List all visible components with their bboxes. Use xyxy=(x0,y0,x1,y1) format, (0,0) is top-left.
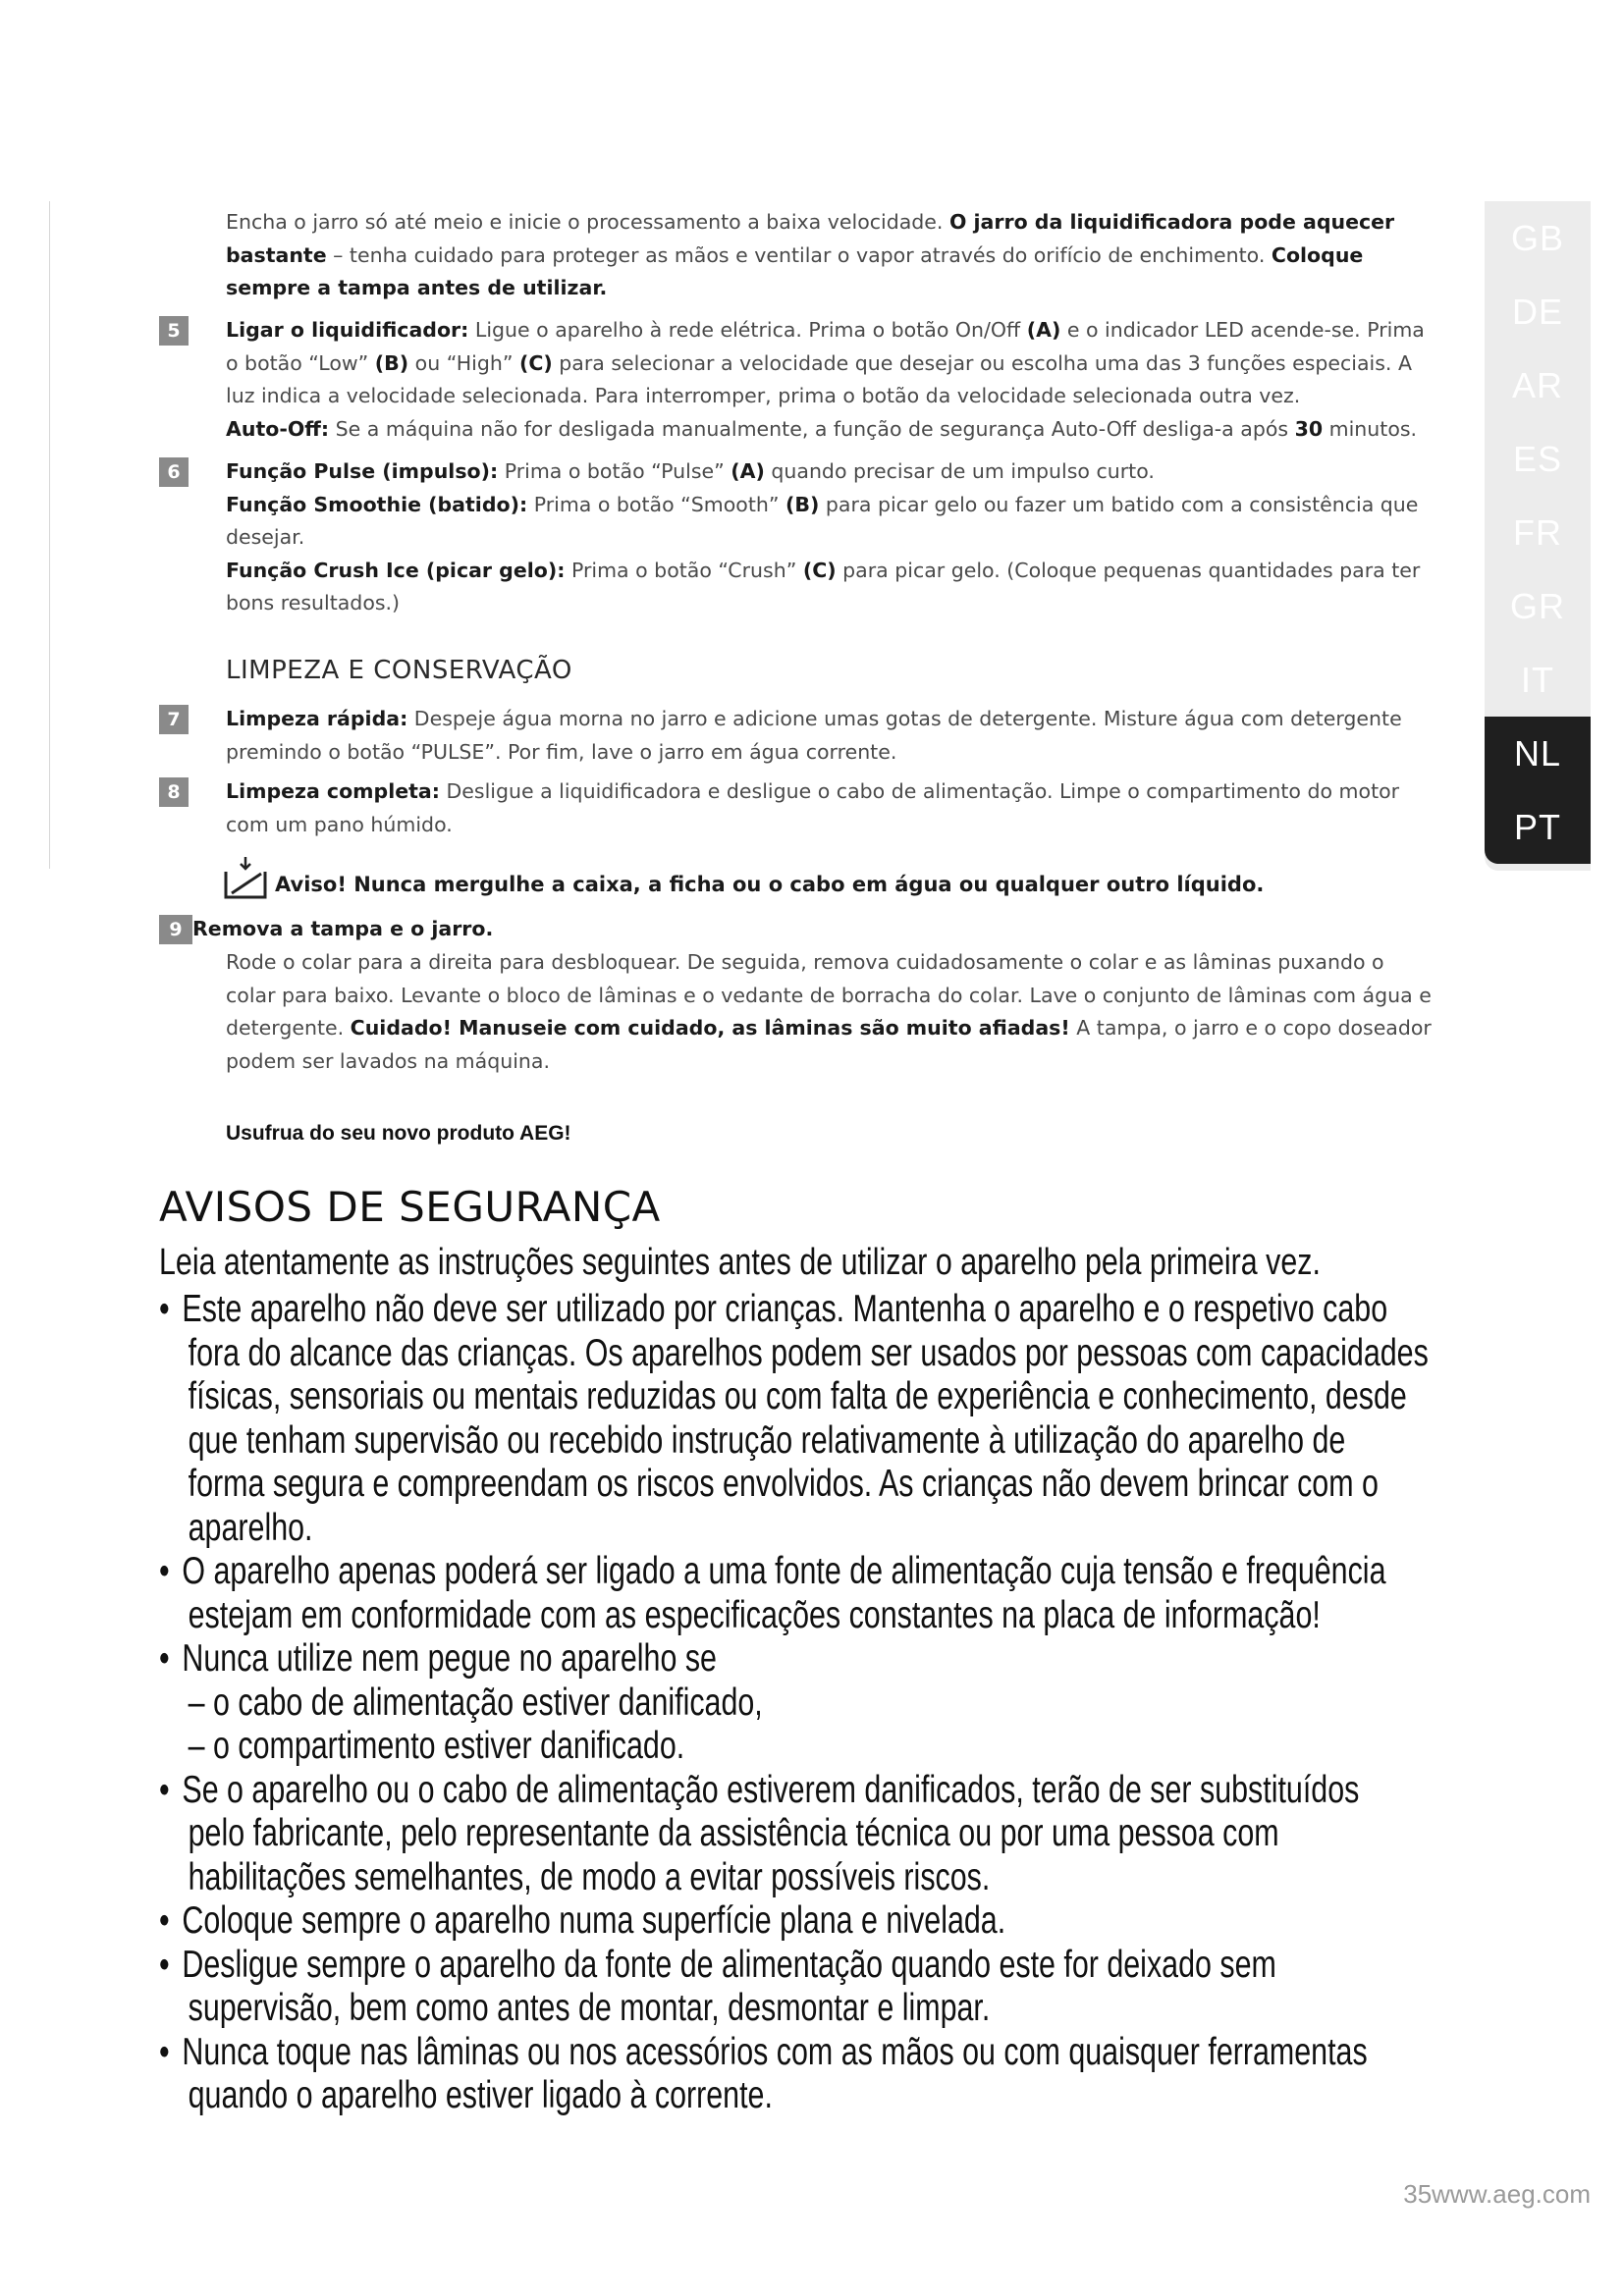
text-run-bold: Função Crush Ice (picar gelo): xyxy=(226,558,566,582)
text-run: minutos. xyxy=(1323,416,1418,441)
text-run: para selecionar a velocidade que desejar ou escolha uma das 3 funções especiais. A luz indica a velocidade selecionada. Para interromper, prima o botão da velocidade selecionada outra vez. xyxy=(226,350,1412,407)
bullet-line: forma segura e compreendam os riscos envolvidos. As crianças não devem brincar com o xyxy=(188,1463,1379,1505)
step-5-text xyxy=(226,314,1434,446)
safety-bullet: • Coloque sempre o aparelho numa superfície plana e nivelada. xyxy=(159,1899,1384,1944)
step-number-5: 5 xyxy=(159,316,189,346)
step-8-text xyxy=(226,775,1434,841)
safety-list xyxy=(159,1288,1429,2118)
text-run-bold: (A) xyxy=(1026,318,1061,342)
tab-lang-pt[interactable]: PT xyxy=(1485,790,1591,864)
safety-subtitle: Leia atentamente as instruções seguintes antes de utilizar o aparelho pela primeira vez. xyxy=(159,1242,1321,1283)
safety-bullet: • Se o aparelho ou o cabo de alimentação estiverem danificados, terão de ser substituídos pelo fabricante, pelo representante da assistência técnica ou por uma pessoa com habilitações semelhantes, de modo a evitar possíveis riscos. xyxy=(159,1769,1384,1900)
bullet-line: Coloque sempre o aparelho numa superfície plana e nivelada. xyxy=(182,1899,1006,1942)
step-7-text xyxy=(226,703,1434,769)
text-run-bold: 30 xyxy=(1294,416,1324,441)
bullet-line: Este aparelho não deve ser utilizado por crianças. Mantenha o aparelho e o respetivo cabo xyxy=(182,1288,1388,1330)
text-run: Prima o botão “Pulse” xyxy=(498,459,731,483)
safety-bullet: • Nunca utilize nem pegue no aparelho se – o cabo de alimentação estiver danificado, – o compartimento estiver danificado. xyxy=(159,1637,1384,1769)
no-immerse-icon xyxy=(224,856,267,899)
text-run: para picar gelo. (Coloque pequenas quantidades para ter bons resultados.) xyxy=(226,558,1421,614)
bullet-line: Se o aparelho ou o cabo de alimentação estiverem danificados, terão de ser substituídos xyxy=(182,1768,1360,1811)
tab-lang-gr[interactable]: GR xyxy=(1510,586,1565,626)
bullet-line: habilitações semelhantes, de modo a evitar possíveis riscos. xyxy=(188,1855,991,1898)
step-4-text xyxy=(226,206,1434,305)
text-run-bold: (B) xyxy=(374,350,409,375)
text-run-bold: (C) xyxy=(802,558,837,582)
text-run: quando precisar de um impulso curto. xyxy=(764,459,1155,483)
safety-title: AVISOS DE SEGURANÇA xyxy=(159,1183,661,1231)
step-9-title xyxy=(192,913,1400,946)
text-run: Rode o colar para a direita para desbloquear. De seguida, remova cuidadosamente o colar e as lâminas puxando o colar para baixo. Levante o bloco de lâminas e o vedante de borracha do colar. Lave o conjunto de lâminas com água e detergente. xyxy=(226,950,1432,1040)
text-run-bold: Ligar o liquidificador: xyxy=(226,318,469,342)
tab-lang-gb[interactable]: GB xyxy=(1510,218,1564,258)
language-tabs xyxy=(1485,201,1591,871)
safety-bullet: • O aparelho apenas poderá ser ligado a uma fonte de alimentação cuja tensão e frequência estejam em conformidade com as especificações constantes na placa de informação! xyxy=(159,1550,1386,1636)
text-run-bold: Função Smoothie (batido): xyxy=(226,492,528,516)
step-number-7: 7 xyxy=(159,705,189,734)
text-run-bold: O jarro da liquidificadora pode aquecer bastante xyxy=(226,210,1395,267)
step-number-9: 9 xyxy=(159,915,192,944)
cleaning-heading: LIMPEZA E CONSERVAÇÃO xyxy=(226,656,572,685)
bullet-line: O aparelho apenas poderá ser ligado a uma fonte de alimentação cuja tensão e frequência xyxy=(182,1550,1386,1592)
text-run: e o indicador LED acende-se. Prima o botão “Low” xyxy=(226,318,1425,375)
bullet-line: supervisão, bem como antes de montar, desmontar e limpar. xyxy=(188,1987,991,2029)
tab-lang-ar[interactable]: AR xyxy=(1511,365,1563,405)
tab-lang-de[interactable]: DE xyxy=(1511,292,1563,332)
text-run-bold: (A) xyxy=(731,459,765,483)
text-run-bold: (B) xyxy=(785,492,820,516)
bullet-line: aparelho. xyxy=(188,1506,313,1549)
text-run: Prima o botão “Crush” xyxy=(565,558,803,582)
margin-rule xyxy=(49,201,50,869)
text-run-bold: Coloque sempre a tampa antes de utilizar. xyxy=(226,242,1364,299)
enjoy-message: Usufrua do seu novo produto AEG! xyxy=(226,1122,571,1145)
text-run: – tenha cuidado para proteger as mãos e ventilar o vapor através do orifício de enchimento. xyxy=(326,242,1272,267)
bullet-line: pelo fabricante, pelo representante da assistência técnica ou por uma pessoa com xyxy=(188,1812,1279,1854)
safety-bullet: • Este aparelho não deve ser utilizado por crianças. Mantenha o aparelho e o respetivo cabo fora do alcance das crianças. Os aparelhos podem ser usados por pessoas com capacidades físicas, sensoriais ou mentais reduzidas ou com falta de experiência e conhecimento, desde que tenham supervisão ou recebido instrução relativamente à utilização do aparelho de forma segura e compreendam os riscos envolvidos. As crianças não devem brincar com o aparelho. xyxy=(159,1288,1429,1549)
page-footer: 35www.aeg.com xyxy=(1403,2179,1591,2209)
text-run: Ligue o aparelho à rede elétrica. Prima o botão On/Off xyxy=(468,318,1027,342)
step-9-text xyxy=(226,946,1434,1078)
text-run-bold: Auto-Off: xyxy=(226,416,330,441)
safety-bullet: • Nunca toque nas lâminas ou nos acessórios com as mãos ou com quaisquer ferramentas quando o aparelho estiver ligado à corrente. xyxy=(159,2031,1384,2118)
tab-lang-it[interactable]: IT xyxy=(1521,660,1554,700)
text-run: A tampa, o jarro e o copo doseador podem ser lavados na máquina. xyxy=(226,1016,1432,1073)
text-run: ou “High” xyxy=(408,350,519,375)
bullet-line: quando o aparelho estiver ligado à corrente. xyxy=(188,2074,773,2116)
text-run-bold: (C) xyxy=(518,350,553,375)
text-run-bold: Limpeza completa: xyxy=(226,779,440,803)
safety-bullet: • Desligue sempre o aparelho da fonte de alimentação quando este for deixado sem supervisão, bem como antes de montar, desmontar e limpar. xyxy=(159,1944,1384,2031)
bullet-line: Desligue sempre o aparelho da fonte de alimentação quando este for deixado sem xyxy=(182,1943,1276,1986)
text-run-bold: Limpeza rápida: xyxy=(226,707,408,730)
text-run-bold: Função Pulse (impulso): xyxy=(226,459,499,483)
step-number-8: 8 xyxy=(159,777,189,807)
text-run: Desligue a liquidificadora e desligue o cabo de alimentação. Limpe o compartimento do motor com um pano húmido. xyxy=(226,779,1400,836)
step-6-text xyxy=(226,455,1434,620)
warning-text: Aviso! Nunca mergulhe a caixa, a ficha ou o cabo em água ou qualquer outro líquido. xyxy=(275,873,1265,896)
tab-lang-nl[interactable]: NL xyxy=(1485,717,1591,790)
text-run-bold: Cuidado! Manuseie com cuidado, as lâminas são muito afiadas! xyxy=(350,1016,1070,1040)
bullet-line: fora do alcance das crianças. Os aparelhos podem ser usados por pessoas com capacidades xyxy=(188,1331,1429,1374)
step-number-6: 6 xyxy=(159,457,189,487)
text-run: Encha o jarro só até meio e inicie o processamento a baixa velocidade. xyxy=(226,210,949,234)
bullet-line: físicas, sensoriais ou mentais reduzidas ou com falta de experiência e conhecimento, desde xyxy=(188,1375,1407,1417)
bullet-line: – o compartimento estiver danificado. xyxy=(188,1725,685,1767)
warning-row xyxy=(224,850,1264,899)
bullet-line: estejam em conformidade com as especificações constantes na placa de informação! xyxy=(188,1593,1321,1636)
text-run: para picar gelo ou fazer um batido com a consistência que desejar. xyxy=(226,492,1419,549)
bullet-line: que tenham supervisão ou recebido instrução relativamente à utilização do aparelho de xyxy=(188,1418,1346,1462)
tab-lang-es[interactable]: ES xyxy=(1512,439,1563,479)
text-run: Se a máquina não for desligada manualmente, a função de segurança Auto-Off desliga-a após xyxy=(329,416,1295,441)
text-run: Despeje água morna no jarro e adicione umas gotas de detergente. Misture água com detergente premindo o botão “PULSE”. Por fim, lave o jarro em água corrente. xyxy=(226,707,1402,764)
tab-lang-fr[interactable]: FR xyxy=(1513,512,1562,553)
text-run-bold: Remova a tampa e o jarro. xyxy=(192,917,494,940)
bullet-line: Nunca utilize nem pegue no aparelho se xyxy=(182,1637,717,1680)
bullet-line: – o cabo de alimentação estiver danificado, xyxy=(188,1681,763,1724)
text-run: Prima o botão “Smooth” xyxy=(527,492,785,516)
bullet-line: Nunca toque nas lâminas ou nos acessórios com as mãos ou com quaisquer ferramentas xyxy=(182,2030,1368,2073)
